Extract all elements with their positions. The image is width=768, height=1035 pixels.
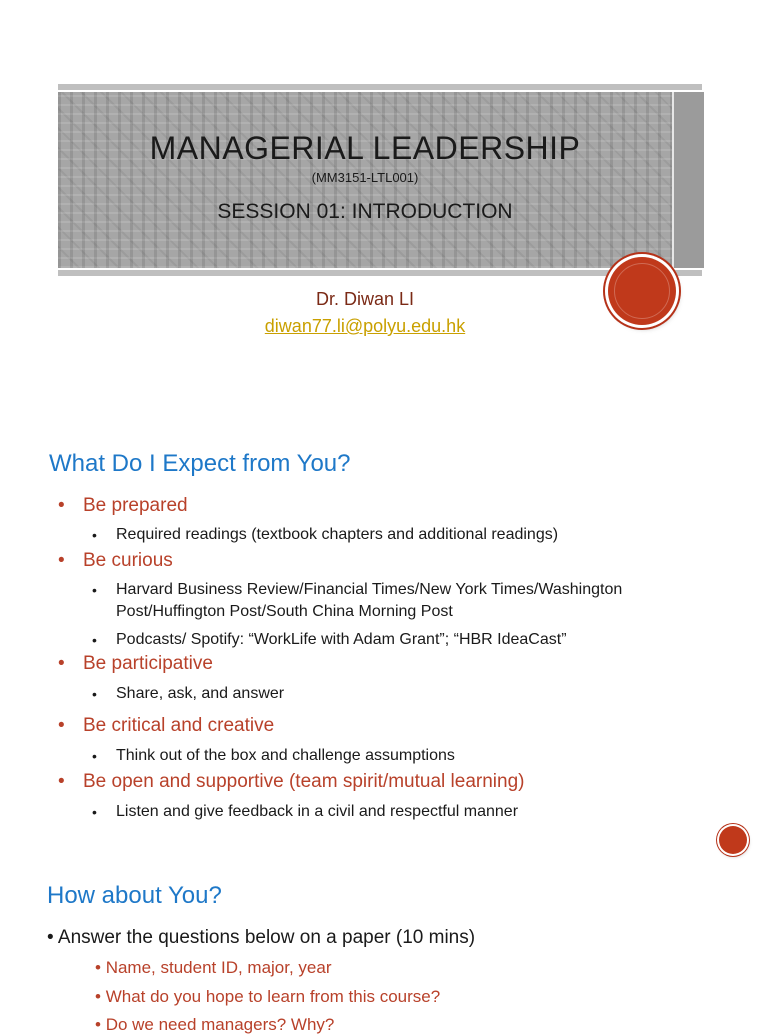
bullet-dot-icon: •: [92, 582, 97, 598]
prompt-item: [47, 927, 475, 949]
sub-list-item: [92, 524, 696, 546]
bullet-dot-icon: •: [92, 632, 97, 648]
sub-list-item: [92, 579, 696, 623]
question-text: Do we need managers? Why?: [105, 1015, 335, 1034]
question-item: [95, 958, 332, 978]
decorative-red-circle: [719, 826, 747, 854]
slide-heading: How about You?: [47, 882, 222, 909]
question-text: Name, student ID, major, year: [105, 958, 332, 977]
bullet-dot-icon: •: [95, 987, 106, 1006]
sub-list-item-label: Listen and give feedback in a civil and respectful manner: [116, 803, 519, 820]
list-item: [58, 550, 173, 572]
expectations-list: [0, 420, 768, 860]
bullet-dot-icon: •: [92, 527, 97, 543]
bullet-dot-icon: •: [95, 1015, 106, 1034]
sub-list-item-label: Think out of the box and challenge assumptions: [116, 747, 455, 764]
bullet-dot-icon: •: [92, 804, 97, 820]
banner-side-panel: [672, 92, 704, 268]
banner-bottom-rule: [58, 270, 702, 276]
bullet-dot-icon: •: [92, 686, 97, 702]
sub-list-item-label: Podcasts/ Spotify: “WorkLife with Adam Grant”; “HBR IdeaCast”: [116, 631, 567, 648]
list-item-label: Be participative: [83, 653, 213, 674]
bullet-dot-icon: •: [58, 771, 65, 792]
sub-list-item-label: Share, ask, and answer: [116, 685, 285, 702]
slide-heading: What Do I Expect from You?: [49, 450, 351, 477]
questions-slide: [0, 860, 768, 1034]
sub-list-item: [92, 683, 696, 705]
sub-list-item-label: Harvard Business Review/Financial Times/New York Times/Washington Post/Huffington Post/South China Morning Post: [116, 581, 623, 620]
question-item: [95, 987, 440, 1007]
bullet-dot-icon: •: [47, 927, 58, 948]
bullet-dot-icon: •: [58, 495, 65, 516]
sub-list-item-label: Required readings (textbook chapters and additional readings): [116, 526, 559, 543]
session-title: SESSION 01: INTRODUCTION: [217, 200, 513, 223]
list-item: [58, 771, 525, 793]
title-slide: [0, 0, 768, 420]
list-item-label: Be prepared: [83, 495, 188, 516]
list-item: [58, 653, 213, 675]
bullet-dot-icon: •: [58, 715, 65, 736]
list-item: [58, 715, 275, 737]
question-item: [95, 1015, 334, 1035]
bullet-dot-icon: •: [58, 550, 65, 571]
bullet-dot-icon: •: [92, 748, 97, 764]
bullet-dot-icon: •: [95, 958, 106, 977]
course-title: MANAGERIAL LEADERSHIP: [149, 130, 581, 166]
sub-list-item: [92, 629, 696, 651]
list-item: [58, 495, 188, 517]
expectations-slide: [0, 420, 768, 860]
banner-top-rule: [58, 84, 702, 90]
bullet-dot-icon: •: [58, 653, 65, 674]
presenter-email-link[interactable]: diwan77.li@polyu.edu.hk: [264, 316, 466, 336]
sub-list-item: [92, 745, 696, 767]
list-item-label: Be curious: [83, 550, 173, 571]
list-item-label: Be open and supportive (team spirit/mutual learning): [83, 771, 525, 792]
sub-list-item: [92, 801, 696, 823]
question-text: What do you hope to learn from this course?: [105, 987, 441, 1006]
presenter-name: Dr. Diwan LI: [315, 289, 415, 309]
course-code: (MM3151-LTL001): [311, 170, 419, 185]
prompt-text: Answer the questions below on a paper (10 mins): [57, 927, 476, 948]
list-item-label: Be critical and creative: [83, 715, 275, 736]
